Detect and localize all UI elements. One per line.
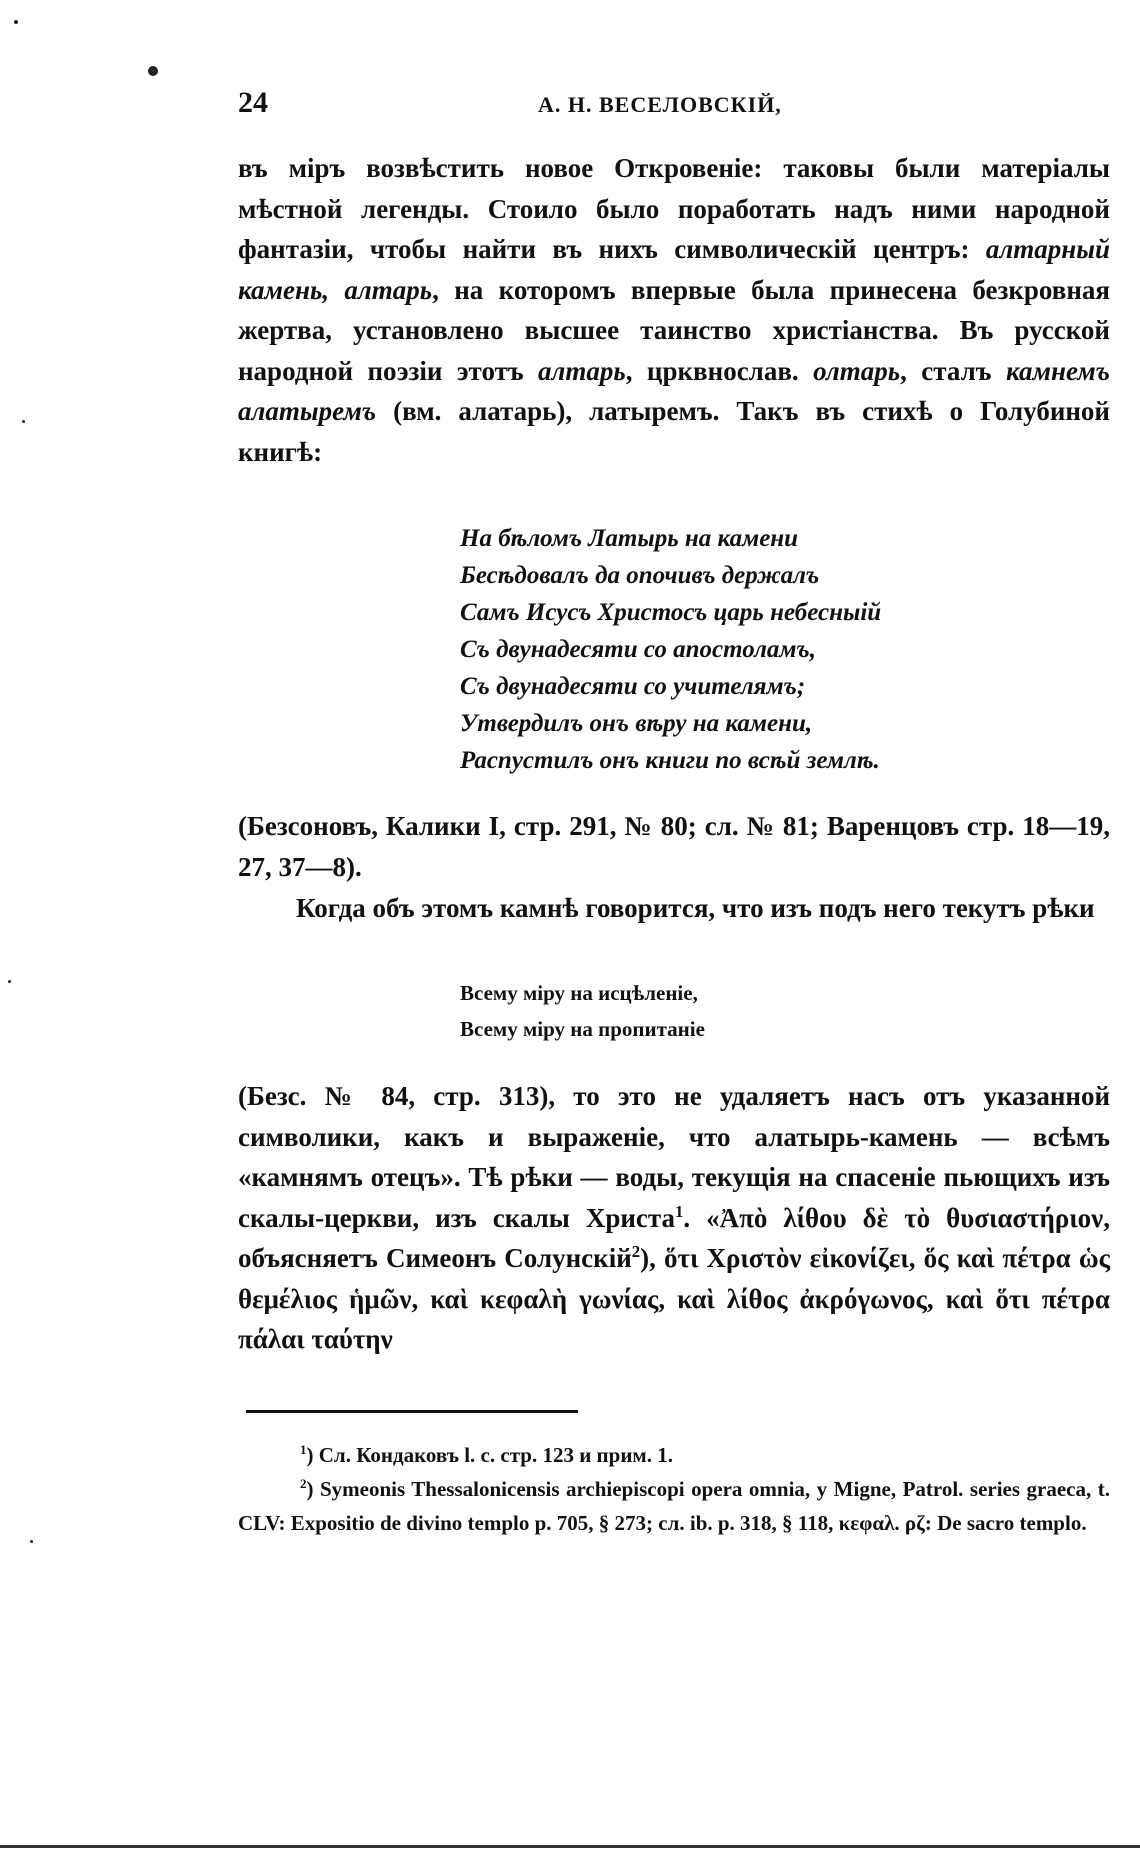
poem-line: Распустилъ онъ книги по всѣй землѣ. xyxy=(460,747,880,774)
paragraph-1 xyxy=(238,148,1110,472)
page-number: 24 xyxy=(238,86,268,119)
citation-1-text: (Безсоновъ, Калики I, стр. 291, № 80; сл. № 81; Варенцовъ стр. 18—19, 27, 37—8). xyxy=(238,811,1110,882)
poem-line: Утвердилъ онъ вѣру на камени, xyxy=(460,710,813,737)
verse-line: Всему міру на пропитаніе xyxy=(460,1017,705,1041)
verse-line: Всему міру на исцѣленіе, xyxy=(460,981,698,1005)
citation-1 xyxy=(238,806,1110,887)
scan-speck xyxy=(148,66,158,76)
verse-quotation xyxy=(460,975,705,1047)
scan-speck xyxy=(22,420,25,423)
paragraph-1-text-e: (вм. алатарь), латыремъ. Такъ въ стихѣ о Голубиной книгѣ: xyxy=(238,396,1110,467)
paragraph-1-italic-c: олтарь xyxy=(813,355,901,386)
paragraph-3-text-c: ), ὅτι Χριστὸν εἰκονίζει, ὅς καὶ πέτρα ὡς θεμέλιος ἡμῶν, καὶ κεφαλὴ γωνίας, καὶ λίθος ἀκρόγωνος, καὶ ὅτι πέτρα πάλαι ταύτην xyxy=(238,1243,1110,1354)
paragraph-1-text-c: , црквнослав. xyxy=(625,355,814,386)
footnote-1 xyxy=(238,1438,1110,1472)
paragraph-3-text-a: (Безс. № 84, стр. 313), то это не удаляетъ насъ отъ указанной символики, какъ и выраженіе, что алатырь-камень — всѣмъ «камнямъ отецъ». Тѣ рѣки — воды, текущія на спасеніе пьющихъ изъ скалы-церкви, изъ скалы Христа xyxy=(238,1081,1110,1233)
paragraph-2 xyxy=(238,888,1110,929)
poem-line: Бесѣдовалъ да опочивъ держалъ xyxy=(460,562,820,589)
paragraph-1-text-d: , сталъ xyxy=(900,355,1006,386)
paragraph-1-text-b: , на которомъ впервые была принесена безкровная жертва, установлено высшее таинство христіанства. Въ русской народной поэзіи этотъ xyxy=(238,274,1110,386)
scan-speck xyxy=(8,980,11,983)
footnote-1-mark: 1 xyxy=(300,1442,307,1457)
footnote-2-mark: 2 xyxy=(300,1476,307,1491)
paragraph-1-text-a: въ міръ возвѣстить новое Откровеніе: таковы были матеріалы мѣстной легенды. Стоило было поработать надъ ними народной фантазіи, чтобы найти въ нихъ символическій центръ: xyxy=(238,153,1110,264)
scan-speck xyxy=(30,1540,33,1543)
paragraph-1-italic-b: алтарь xyxy=(538,355,626,386)
paragraph-2-text: Когда объ этомъ камнѣ говорится, что изъ подъ него текутъ рѣки xyxy=(296,893,1095,923)
paragraph-3-text-b: . «Ἀπὸ λίθου δὲ τὸ θυσιαστήριον, объясняетъ Симеонъ Солунскій xyxy=(238,1202,1110,1273)
footnote-2-text: ) Symeonis Thessalonicensis archiepiscopi opera omnia, y Migne, Patrol. series graeca, t. CLV: Expositio de divino templo p. 705, § 273; сл. ib. p. 318, § 118, κεφαλ. ρζ: De sacro templo. xyxy=(238,1477,1110,1535)
footnote-separator xyxy=(246,1410,578,1413)
footnote-ref-2: 2 xyxy=(631,1242,641,1261)
footnote-2 xyxy=(238,1472,1110,1540)
scan-speck xyxy=(14,20,18,24)
running-head: А. Н. ВЕСЕЛОВСКІЙ, xyxy=(538,92,782,117)
poem-quotation xyxy=(460,520,1060,779)
poem-line: Самъ Исусъ Христосъ царь небесныій xyxy=(460,599,882,626)
footnote-1-text: ) Сл. Кондаковъ l. c. стр. 123 и прим. 1. xyxy=(306,1443,673,1467)
footnote-ref-1: 1 xyxy=(675,1201,684,1221)
poem-line: На бѣломъ Латырь на камени xyxy=(460,525,799,552)
page-header xyxy=(238,86,1110,126)
paragraph-3 xyxy=(238,1076,1110,1360)
paragraph-1-italic-a: алтарный камень, алтарь xyxy=(238,234,1110,305)
footnotes xyxy=(238,1438,1110,1540)
paragraph-1-italic-d: камнемъ алатыремъ xyxy=(238,355,1110,426)
poem-line: Съ двунадесяти со учителямъ; xyxy=(460,673,806,700)
page-bottom-edge xyxy=(0,1845,1140,1848)
poem-line: Съ двунадесяти со апостоламъ, xyxy=(460,636,816,663)
